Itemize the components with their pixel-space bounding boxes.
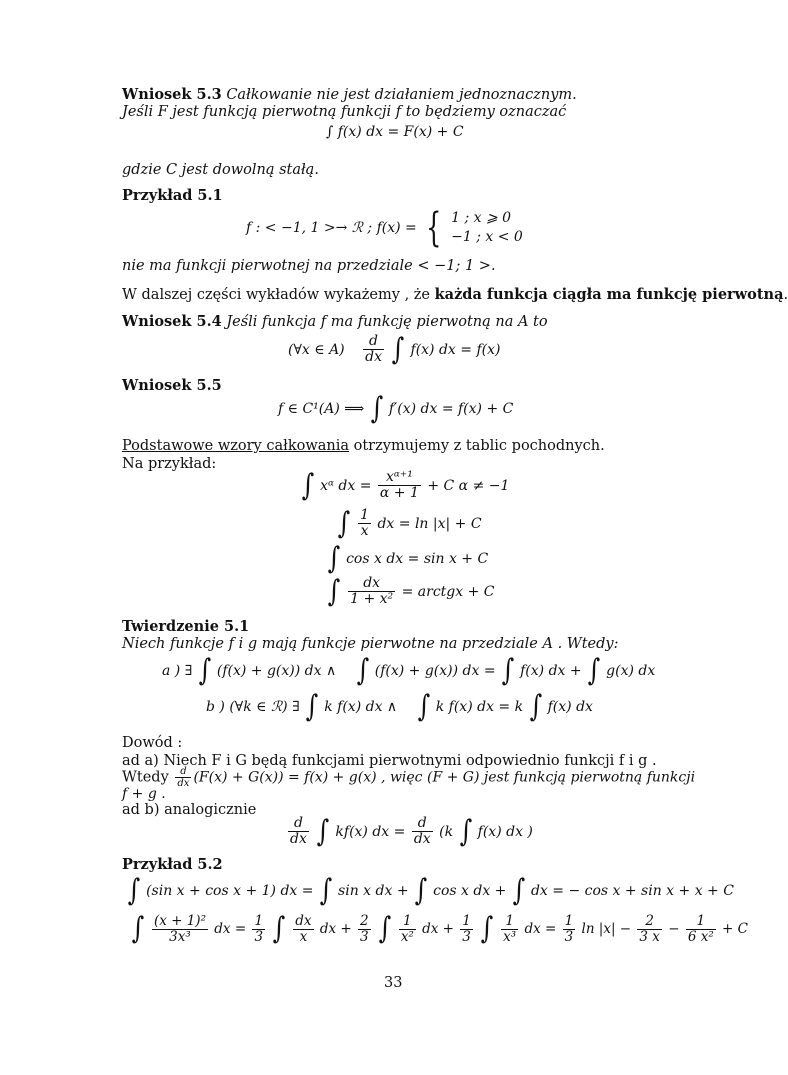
integral-sign: ∫ bbox=[272, 911, 286, 947]
paragraph-rest: otrzymujemy z tablic pochodnych. bbox=[349, 438, 605, 454]
integral-sign: ∫ bbox=[327, 573, 341, 609]
integral-sign: ∫ bbox=[529, 689, 542, 724]
example-5-1-cases bbox=[451, 209, 523, 247]
paragraph-post: . bbox=[783, 287, 788, 303]
wniosek-5-3 bbox=[122, 86, 577, 104]
d-dx-fraction: $\frac{d}{dx}$ bbox=[365, 333, 382, 366]
wniosek-5-5-label: Wniosek 5.5 bbox=[122, 377, 222, 394]
wniosek-5-4-text: Jeśli funkcja f ma funkcję pierwotną na A to bbox=[226, 314, 548, 330]
for-example: Na przykład: bbox=[122, 456, 217, 472]
integral-sign: ∫ bbox=[305, 689, 319, 724]
example-5-2-eq2: ∫ $\frac{\text{(x + 1)²}}{\text{3x³}}$ dx = $\frac{1}{3}$ ∫ $\frac{dx}{x}$ dx + $\frac{2}{3}$ ∫ $\frac{1}{\text{x²}}$ dx + $\frac{1}{3}$ ∫ $\frac{1}{\text{x³}}$ dx = $\frac{1}{3}$ ln |x| − $\frac{2}{3 x}$ − $\frac{1}{\text{6 x²}}$ + C bbox=[131, 911, 748, 947]
case-1: 1 ; x ⩾ 0 bbox=[451, 210, 512, 227]
f1-rhs: + C α ≠ −1 bbox=[427, 477, 510, 494]
wn54-rhs: f(x) dx = f(x) bbox=[410, 341, 501, 358]
paragraph-basic-formulas bbox=[122, 438, 605, 455]
paragraph-pre: W dalszej części wykładów wykażemy , że bbox=[122, 287, 435, 303]
integral-sign: ∫ bbox=[316, 813, 330, 849]
integral-sign: ∫ bbox=[337, 505, 351, 541]
f2-fraction: $\frac{1}{x}$ bbox=[360, 507, 370, 540]
f4-rhs: = arctgx + C bbox=[401, 583, 495, 600]
integral-sign: ∫ bbox=[127, 873, 141, 908]
f2-rhs: dx = ln |x| + C bbox=[377, 515, 482, 532]
integral-sign: ∫ bbox=[459, 813, 472, 849]
formula-arctg bbox=[326, 573, 495, 609]
integral-sign: ∫ bbox=[131, 911, 145, 947]
wniosek-5-4-formula bbox=[288, 331, 501, 367]
d-dx-fraction: $\frac{d}{dx}$ bbox=[290, 815, 307, 848]
integral-sign: ∫ bbox=[356, 653, 369, 688]
f3: cos x dx = sin x + C bbox=[346, 551, 489, 567]
wniosek-5-3-line2: Jeśli F jest funkcją pierwotną funkcji f to będziemy oznaczać bbox=[122, 104, 567, 120]
proof-line-3: Wtedy $\frac{d}{dx}$ (F(x) + G(x)) = f(x) + g(x) , więc (F + G) jest funkcją pierwotną funkcji bbox=[122, 766, 696, 789]
small-d-dx: $\frac{d}{dx}$ bbox=[177, 766, 190, 789]
case-2: −1 ; x < 0 bbox=[451, 229, 523, 245]
left-brace: { bbox=[426, 205, 442, 251]
wniosek-5-5-formula bbox=[278, 391, 514, 426]
f1-fraction: $\frac{\text{xᵅ⁺¹}}{\alpha + 1}$ bbox=[379, 469, 419, 502]
integral-sign: ∫ bbox=[319, 873, 333, 908]
proof-line-5: ad b) analogicznie bbox=[122, 802, 257, 818]
wn54-lhs: (∀x ∈ A) bbox=[288, 341, 345, 358]
integral-sign: ∫ bbox=[301, 467, 315, 503]
proof-line-4: f + g . bbox=[122, 786, 166, 802]
wniosek-5-4 bbox=[122, 313, 548, 331]
integral-sign: ∫ bbox=[370, 391, 383, 426]
f4-fraction: $\frac{dx}{\text{1 + x²}}$ bbox=[350, 575, 394, 608]
wniosek-5-4-label: Wniosek 5.4 bbox=[122, 313, 222, 330]
wniosek-5-3-text: Całkowanie nie jest działaniem jednoznacznym. bbox=[226, 87, 577, 103]
integral-sign: ∫ bbox=[587, 653, 601, 688]
integral-sign: ∫ bbox=[391, 331, 405, 367]
paragraph-bold: każda funkcja ciągła ma funkcję pierwotną bbox=[434, 286, 784, 303]
example-5-2-label: Przykład 5.2 bbox=[122, 856, 223, 873]
wniosek-5-3-formula bbox=[326, 124, 464, 141]
integral-sign: ∫ bbox=[480, 911, 494, 947]
theorem-part-b: b ) (∀k ∈ ℛ) ∃ ∫ k f(x) dx ∧ ∫ k f(x) dx = k ∫ f(x) dx bbox=[206, 689, 593, 724]
example-5-1-label: Przykład 5.1 bbox=[122, 187, 223, 204]
theorem-part-a: a ) ∃ ∫ (f(x) + g(x)) dx ∧ ∫ (f(x) + g(x)) dx = ∫ f(x) dx + ∫ g(x) dx bbox=[162, 653, 656, 688]
f1-lhs: xᵅ dx = bbox=[320, 477, 372, 494]
formula-power bbox=[300, 467, 510, 503]
wn55-rhs: f′(x) dx = f(x) + C bbox=[388, 401, 514, 417]
proof-line-2: ad a) Niech F i G będą funkcjami pierwotnymi odpowiednio funkcji f i g . bbox=[122, 753, 657, 769]
proof-equation: $\frac{d}{dx}$ ∫ kf(x) dx = $\frac{d}{dx}$ (k ∫ f(x) dx ) bbox=[290, 813, 533, 849]
proof-label: Dowód : bbox=[122, 735, 183, 751]
example-5-1-definition bbox=[246, 205, 523, 251]
theorem-5-1-text: Niech funkcje f i g mają funkcje pierwotne na przedziale A . Wtedy: bbox=[122, 636, 619, 652]
wn55-lhs: f ∈ C¹(A) ⟹ bbox=[278, 401, 365, 417]
example-5-1-def: f : < −1, 1 >→ ℛ ; f(x) = bbox=[246, 220, 417, 236]
formula-cos bbox=[326, 541, 489, 576]
underlined-phrase: Podstawowe wzory całkowania bbox=[122, 438, 350, 454]
paragraph-continuous bbox=[122, 286, 788, 304]
example-5-2-eq1: ∫ (sin x + cos x + 1) dx = ∫ sin x dx + ∫ cos x dx + ∫ dx = − cos x + sin x + x + C bbox=[127, 873, 734, 908]
integral-sign: ∫ bbox=[414, 873, 428, 908]
wniosek-5-3-formula-text: ∫ f(x) dx = F(x) + C bbox=[326, 124, 464, 140]
example-5-1-note: nie ma funkcji pierwotnej na przedziale < −1; 1 >. bbox=[122, 258, 496, 274]
d-dx-fraction-2: $\frac{d}{dx}$ bbox=[413, 815, 431, 848]
wniosek-5-3-label: Wniosek 5.3 bbox=[122, 86, 222, 103]
integral-sign: ∫ bbox=[512, 873, 525, 908]
integral-sign: ∫ bbox=[198, 653, 211, 688]
integral-sign: ∫ bbox=[417, 689, 430, 724]
formula-reciprocal bbox=[336, 505, 482, 541]
integral-sign: ∫ bbox=[501, 653, 515, 688]
integral-sign: ∫ bbox=[327, 541, 341, 576]
theorem-5-1-label: Twierdzenie 5.1 bbox=[122, 618, 250, 635]
wniosek-5-3-line3: gdzie C jest dowolną stałą. bbox=[122, 162, 319, 178]
page-number: 33 bbox=[384, 975, 403, 991]
integral-sign: ∫ bbox=[378, 911, 391, 947]
